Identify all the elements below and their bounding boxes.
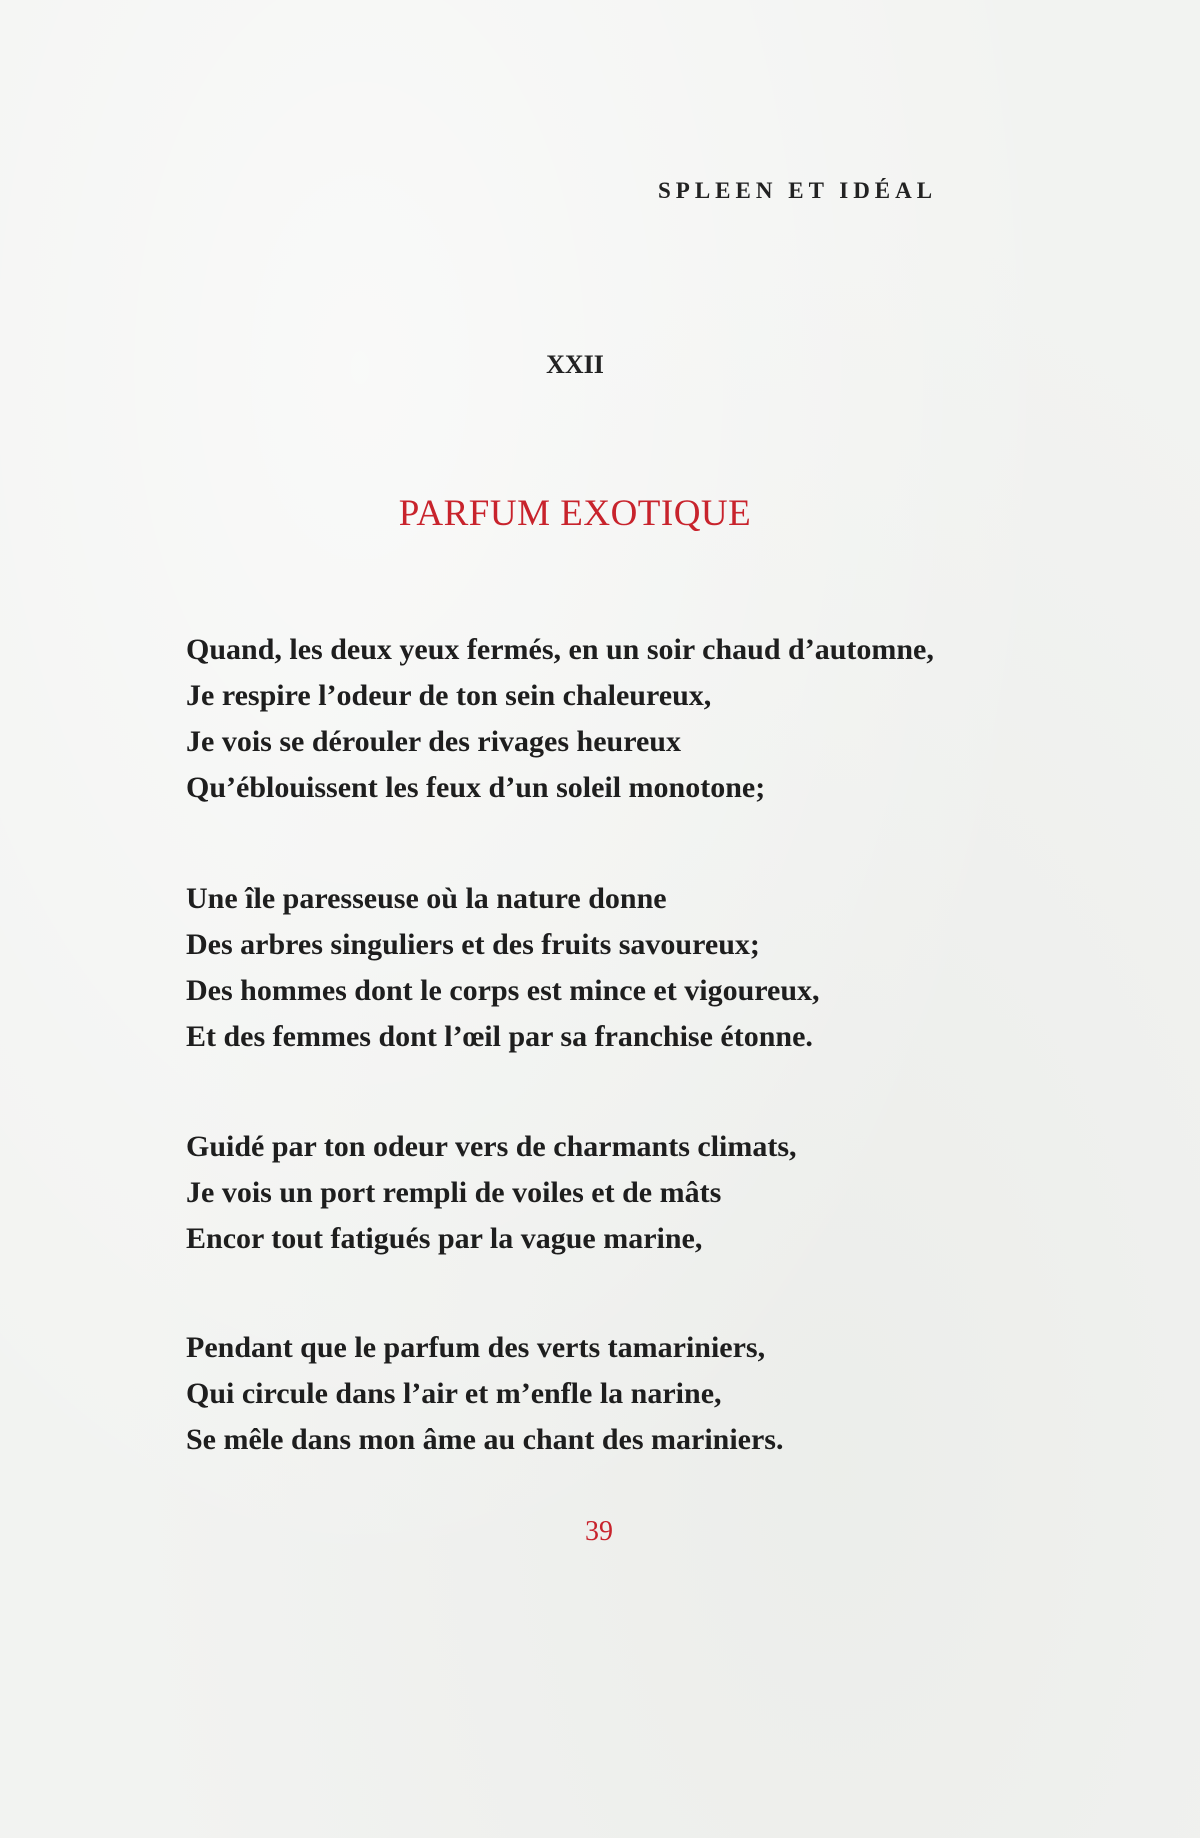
verse-line: Des hommes dont le corps est mince et vigoureux, [186, 974, 820, 1007]
stanza-3 [186, 1124, 1086, 1262]
verse-line: Encor tout fatigués par la vague marine, [186, 1222, 703, 1255]
poem-number: XXII [546, 350, 604, 379]
verse-line: Qui circule dans l’air et m’enfle la narine, [186, 1377, 722, 1410]
verse-line: Des arbres singuliers et des fruits savoureux; [186, 928, 760, 961]
stanza-2 [186, 876, 1086, 1060]
verse-line: Guidé par ton odeur vers de charmants climats, [186, 1130, 797, 1163]
verse-line: Se mêle dans mon âme au chant des mariniers. [186, 1423, 784, 1456]
verse-line: Une île paresseuse où la nature donne [186, 882, 667, 915]
verse-line: Et des femmes dont l’œil par sa franchise étonne. [186, 1020, 813, 1053]
verse-line: Qu’éblouissent les feux d’un soleil monotone; [186, 771, 766, 804]
poem-title: PARFUM EXOTIQUE [398, 493, 752, 534]
verse-line: Je vois un port rempli de voiles et de mâts [186, 1176, 722, 1209]
verse-line: Je respire l’odeur de ton sein chaleureux, [186, 679, 712, 712]
page-number: 39 [585, 1516, 613, 1547]
verse-line: Je vois se dérouler des rivages heureux [186, 725, 681, 758]
stanza-4 [186, 1325, 1086, 1463]
verse-line: Quand, les deux yeux fermés, en un soir chaud d’automne, [186, 633, 934, 666]
stanza-1 [186, 627, 1086, 811]
verse-line: Pendant que le parfum des verts tamariniers, [186, 1331, 766, 1364]
running-head: SPLEEN ET IDÉAL [658, 178, 938, 203]
